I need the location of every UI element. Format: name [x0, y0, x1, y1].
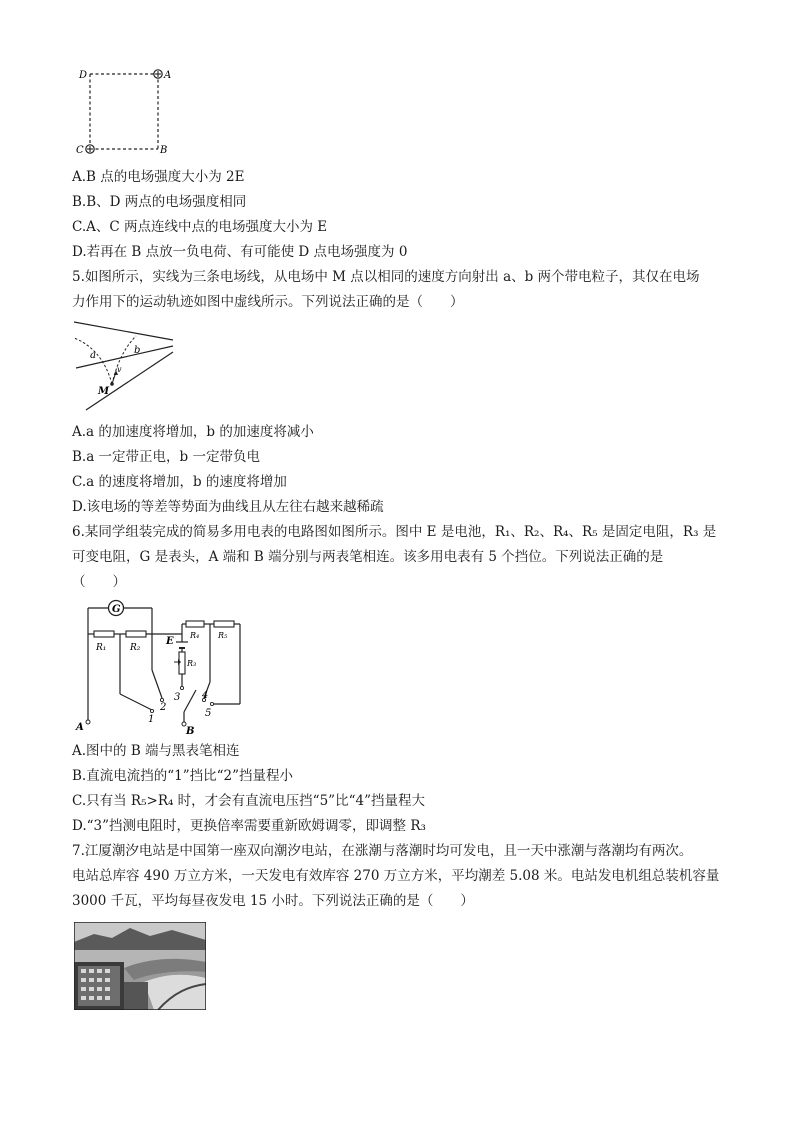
- label-switch-2: 2: [160, 702, 167, 713]
- q5-option-c: C.a 的速度将增加，b 的速度将增加: [72, 474, 287, 490]
- label-A: A: [164, 70, 172, 81]
- label-R5: R₅: [218, 631, 228, 640]
- positive-charge-icon: [154, 70, 162, 78]
- label-R4: R₄: [190, 631, 200, 640]
- label-R3: R₃: [187, 659, 197, 668]
- q6-option-c: C.只有当 R₅>R₄ 时，才会有直流电压挡“5”比“4”挡量程大: [72, 793, 425, 809]
- label-D: D: [79, 70, 88, 81]
- rheostat-r3-icon: [174, 652, 185, 674]
- q4-option-d: D.若再在 B 点放一负电荷、有可能使 D 点电场强度为 0: [72, 244, 408, 260]
- label-C: C: [76, 145, 84, 156]
- label-switch-3: 3: [174, 692, 181, 703]
- tidal-power-station-photo: [74, 922, 206, 1010]
- label-switch-4: 4: [202, 690, 209, 701]
- positive-charge-icon: [86, 145, 94, 153]
- q5-stem-line1: 5.如图所示，实线为三条电场线，从电场中 M 点以相同的速度方向射出 a、b 两个带电粒子，其仅在电场: [72, 269, 700, 285]
- q6-option-b: B.直流电流挡的“1”挡比“2”挡量程小: [72, 768, 293, 784]
- resistor-r1-icon: [94, 631, 114, 637]
- q6-option-d: D.“3”挡测电阻时，更换倍率需要重新欧姆调零，即调整 R₃: [72, 818, 426, 834]
- label-a: a: [90, 350, 96, 361]
- q6-stem-line3: （ ）: [72, 574, 126, 590]
- resistor-r4-icon: [186, 621, 204, 627]
- q5-stem-line2: 力作用下的运动轨迹如图中虚线所示。下列说法正确的是（ ）: [72, 294, 464, 310]
- label-R1: R₁: [96, 643, 107, 653]
- q5-field-lines-figure: [70, 318, 180, 414]
- label-G: G: [112, 604, 121, 615]
- q4-option-b: B.B、D 两点的电场强度相同: [72, 194, 247, 210]
- q6-circuit-figure: [74, 598, 254, 734]
- label-switch-1: 1: [148, 714, 155, 725]
- label-switch-5: 5: [205, 708, 212, 719]
- galvanometer-icon: [109, 601, 124, 616]
- q7-stem-line3: 3000 千瓦，平均每昼夜发电 15 小时。下列说法正确的是（ ）: [72, 893, 474, 909]
- label-v: v: [117, 365, 122, 374]
- q4-option-c: C.A、C 两点连线中点的电场强度大小为 E: [72, 219, 328, 235]
- label-B-terminal: B: [186, 726, 195, 734]
- q6-option-a: A.图中的 B 端与黑表笔相连: [72, 743, 240, 759]
- label-b: b: [134, 345, 141, 356]
- label-E: E: [166, 636, 174, 647]
- label-R2: R₂: [130, 643, 141, 653]
- q7-stem-line1: 7.江厦潮汐电站是中国第一座双向潮汐电站，在涨潮与落潮时均可发电，且一天中涨潮与落潮均有两次。: [72, 843, 693, 859]
- q7-stem-line2: 电站总库容 490 万立方米，一天发电有效库容 270 万立方米，平均潮差 5.08 米。电站发电机组总装机容量: [72, 868, 720, 884]
- label-A-terminal: A: [76, 722, 84, 733]
- q4-option-a: A.B 点的电场强度大小为 2E: [72, 169, 245, 185]
- q5-option-a: A.a 的加速度将增加，b 的加速度将减小: [72, 424, 314, 440]
- q4-square-figure: [74, 64, 184, 160]
- label-M: M: [98, 386, 110, 397]
- q6-stem-line2: 可变电阻，G 是表头，A 端和 B 端分别与两表笔相连。该多用电表有 5 个挡位。下列说法正确的是: [72, 549, 664, 565]
- q6-stem-line1: 6.某同学组装完成的简易多用电表的电路图如图所示。图中 E 是电池，R₁、R₂、R₄、R₅ 是固定电阻，R₃ 是: [72, 524, 717, 540]
- q5-option-b: B.a 一定带正电，b 一定带负电: [72, 449, 260, 465]
- q5-option-d: D.该电场的等差等势面为曲线且从左往右越来越稀疏: [72, 499, 384, 515]
- label-B: B: [160, 145, 168, 156]
- resistor-r2-icon: [126, 631, 146, 637]
- resistor-r5-icon: [214, 621, 234, 627]
